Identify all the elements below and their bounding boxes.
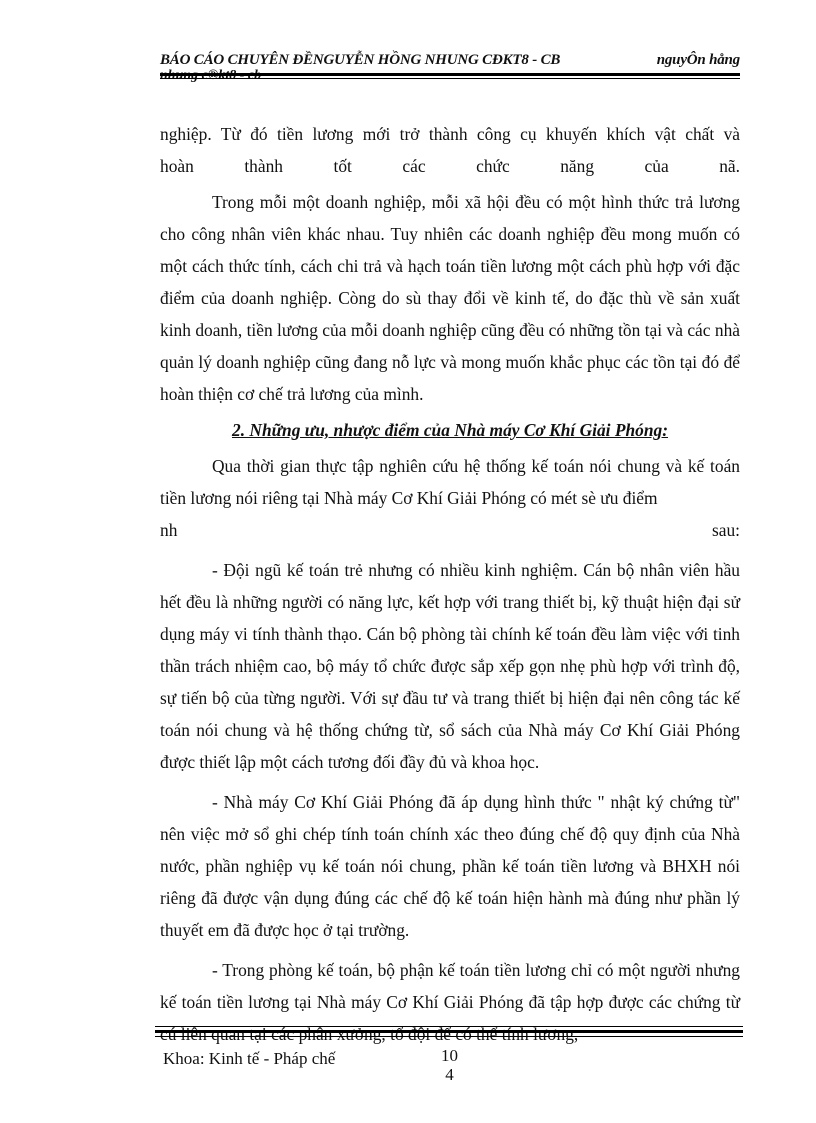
footer-faculty: Khoa: Kinh tế - Pháp chế	[163, 1049, 336, 1068]
author-class: nhung c®kt8 - cb	[160, 68, 262, 83]
page-number-bottom: 4	[445, 1065, 454, 1084]
paragraph-2: Trong mỗi một doanh nghiệp, mỗi xã hội đều có một hình thức trả lương cho công nhân viên khác nhau. Tuy nhiên các doanh nghiệp đều mong muốn có một cách thức tính, cách chi trả và hạch toán tiền lương một cách phù hợp với đặc điểm của doanh nghiệp. Còng do sù thay đổi về kinh tế, do đặc thù về sản xuất kinh doanh, tiền lương của mỗi doanh nghiệp cũng đều có những tồn tại và các nhà quản lý doanh nghiệp cũng đang nỗ lực và mong muốn khắc phục các tồn tại đó để hoàn thiện cơ chế trả lương của mình.	[160, 192, 740, 404]
paragraph-1-line-1: nghiệp. Từ đó tiền lương mới trở thành công cụ khuyến khích vật chất và	[160, 124, 740, 144]
paragraph-3-tail-right: sau:	[711, 520, 740, 540]
paragraph-1-line-2: hoàn thành tốt các chức năng của nã.	[160, 156, 740, 176]
footer-rule-top	[155, 1026, 743, 1027]
author-name: nguyÔn hång	[656, 52, 740, 68]
header-line	[160, 52, 740, 69]
section-title: 2. Những ưu, nhược điểm của Nhà máy Cơ Khí Giải Phóng:	[232, 420, 668, 440]
paragraph-3-tail-left: nh	[160, 520, 178, 540]
paragraph-6: - Trong phòng kế toán, bộ phận kế toán tiền lương chỉ có một người nhưng kế toán tiền lương tại Nhà máy Cơ Khí Giải Phóng đã tập hợp được các chứng từ cú liên quan tại các phân xưởng, tổ đội để có thể tính lương,	[160, 960, 740, 1044]
paragraph-3-tail	[160, 514, 740, 546]
paragraph-4: - Đội ngũ kế toán trẻ nhưng có nhiều kinh nghiệm. Cán bộ nhân viên hầu hết đều là những người có năng lực, kết hợp với trang thiết bị, kỹ thuật hiện đại sử dụng máy vi tính thành thạo. Cán bộ phòng tài chính kế toán đều làm việc với tinh thần trách nhiệm cao, bộ máy tổ chức được sắp xếp gọn nhẹ phù hợp với trình độ, sự tiến bộ của từng người. Với sự đầu tư và trang thiết bị hiện đại nên công tác kế toán nói chung và hệ thống chứng từ, sổ sách của Nhà máy Cơ Khí Giải Phóng được thiết lập một cách tương đối đầy đủ và khoa học.	[160, 560, 740, 772]
page-number-top: 10	[441, 1046, 458, 1065]
page-body	[160, 118, 740, 1050]
footer-rule-middle	[155, 1030, 743, 1033]
report-title: BÁO CÁO CHUYÊN ĐỀNGUYỄN HỒNG NHUNG CĐKT8 - CB	[160, 52, 561, 68]
header-rule-thick	[160, 73, 740, 76]
footer-rule-bottom	[155, 1036, 743, 1037]
paragraph-5: - Nhà máy Cơ Khí Giải Phóng đã áp dụng hình thức " nhật ký chứng từ" nên việc mở sổ ghi chép tính toán chính xác theo đúng chế độ quy định của Nhà nước, phần nghiệp vụ kế toán nói chung, phần kế toán tiền lương và BHXH nói riêng đã được vận dụng đúng các chế độ kế toán hiện hành mà đúng như phần lý thuyết em đã được học ở tại trường.	[160, 792, 740, 940]
page-number	[441, 1046, 458, 1084]
paragraph-3: Qua thời gian thực tập nghiên cứu hệ thống kế toán nói chung và kế toán tiền lương nói riêng tại Nhà máy Cơ Khí Giải Phóng có mét sè ưu điểm	[160, 456, 740, 508]
header-rule-thin	[160, 78, 740, 79]
